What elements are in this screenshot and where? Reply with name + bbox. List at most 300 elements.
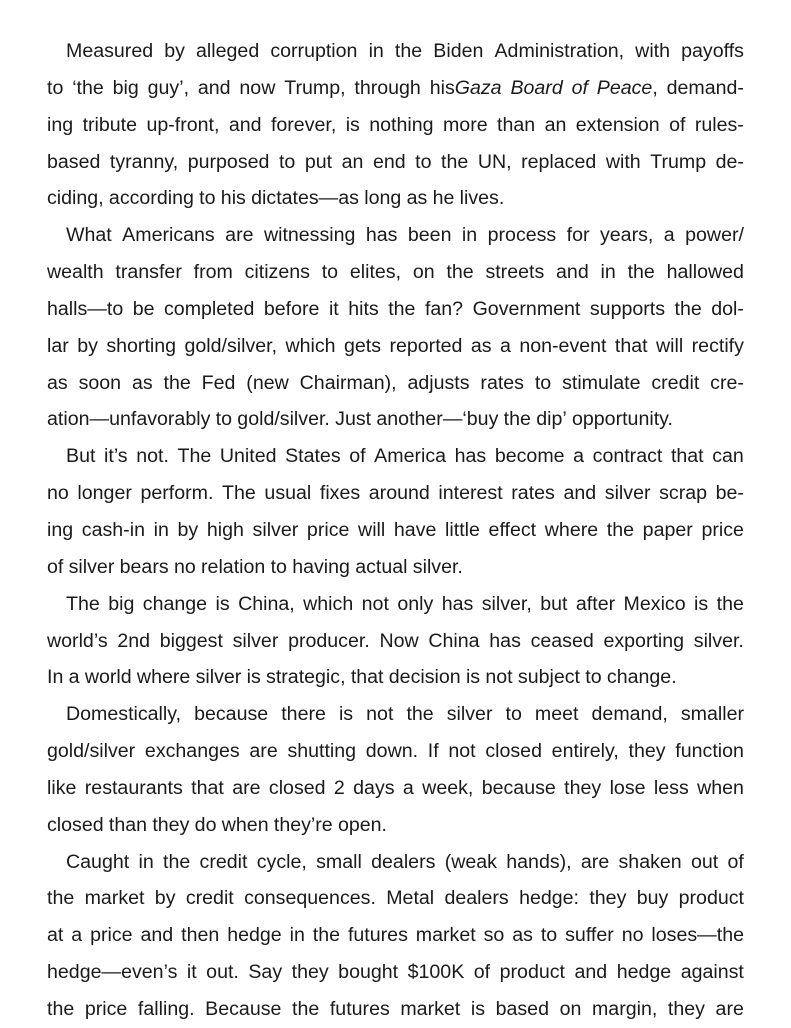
word: hands), [506,850,572,873]
text-line [47,475,744,512]
word: function [675,740,744,763]
word: futures [329,997,390,1020]
word: is [465,666,481,689]
text-line [47,70,744,107]
word: dol- [711,297,744,320]
word: silver. [693,629,744,652]
text-line [47,401,744,438]
word: down. [365,740,419,763]
word: Board [510,76,563,99]
word: The [177,445,212,468]
word: Measured [66,40,154,62]
word: by [154,887,176,910]
word: that [191,776,224,799]
word: be- [715,482,744,505]
word: the [503,408,531,431]
text-line [47,217,744,254]
word: power/ [685,224,744,247]
word: of [669,113,686,136]
word: has [489,629,521,652]
word: are [580,850,610,873]
word: is [694,592,709,615]
word: silver [232,629,279,652]
word: lives. [459,187,505,210]
word: scrap [659,482,708,505]
word: up-front, [146,113,220,136]
word: price [84,997,128,1020]
word: as [512,924,533,947]
word: silver [195,666,242,689]
paragraph [47,586,744,697]
word: gold/silver, [184,334,278,357]
word: demand, [591,703,668,726]
word: that [350,666,384,689]
word: Metal [386,887,435,910]
word: been [407,224,452,247]
word: out [690,850,719,873]
word: world [84,666,132,689]
word: according [108,187,194,210]
word: opportunity. [571,408,673,431]
word: in [153,518,169,541]
word: United [219,445,277,468]
word: hedge—even’s [47,961,178,984]
word: the [163,850,191,873]
word: in [289,924,305,947]
word: restaurants [84,776,183,799]
word: and [563,482,597,505]
word: meet [534,703,579,726]
word: bears [119,555,169,578]
word: change. [606,666,677,689]
word: they [628,740,666,763]
word: he [432,187,455,210]
word: If [427,740,439,763]
word: no [621,924,644,947]
word: soon [78,371,122,394]
word: loses—the [651,924,744,947]
text-line [47,512,744,549]
word: ing [47,113,74,136]
word: product [499,961,565,984]
word: then [181,924,220,947]
word: big [108,592,135,615]
word: the [716,592,744,615]
word: supports [589,297,666,320]
text-line [47,33,744,70]
word: little [445,518,480,541]
text-line [47,291,744,328]
word: but [540,592,568,615]
word: and [556,261,589,284]
word: will [656,334,684,357]
word: actual [355,555,408,578]
word: of [727,850,744,873]
word: and [228,113,262,136]
word: elites, [349,261,402,284]
word: week, [422,776,474,799]
word: where [136,666,191,689]
word: is [338,703,354,726]
word: replaced [521,150,597,173]
word: rates [480,371,524,394]
word: ing [47,518,74,541]
word: put [304,150,333,173]
word: alleged [196,40,260,62]
word: to [505,703,522,726]
word: now [239,76,276,99]
text-line [47,844,744,881]
word: end [372,150,406,173]
word: can [712,445,744,468]
word: another—‘buy [376,408,499,431]
word: entirely, [551,740,619,763]
word: Say [248,961,283,984]
word: long [364,187,402,210]
word: decision [388,666,461,689]
word: around [368,482,430,505]
word: process [487,224,557,247]
word: open. [337,813,388,836]
word: where [544,518,599,541]
word: in [461,224,478,247]
word: the [406,703,434,726]
word: change [142,592,208,615]
word: the [441,150,469,173]
word: closed [47,813,104,836]
word: at [47,924,64,947]
word: on [412,261,435,284]
word: not [366,703,394,726]
word: the [394,40,423,62]
word: silver. [412,555,463,578]
word: from [193,261,233,284]
word: Mexico [623,592,686,615]
word: of [473,961,491,984]
word: are [225,224,254,247]
word: they [291,961,329,984]
word: hisGaza [429,76,502,99]
word: the [674,297,702,320]
word: to [199,187,216,210]
word: it’s [104,445,128,468]
word: The [66,592,100,615]
word: market [84,887,145,910]
word: which [285,334,336,357]
word: cre- [710,371,744,394]
word: they [667,997,705,1020]
word: ciding, [47,187,104,210]
word: based [47,150,101,173]
word: are [249,740,278,763]
word: credit [199,850,248,873]
word: with [635,40,671,62]
word: demand- [666,76,744,99]
word: to [278,150,296,173]
word: to [321,261,339,284]
word: that [614,334,648,357]
word: Peace, [596,76,658,99]
word: on [559,997,582,1020]
word: What [66,224,112,247]
text-line [47,770,744,807]
word: only [397,592,434,615]
word: an [341,150,364,173]
word: Trump, [284,76,346,99]
word: silver [604,482,651,505]
word: stimulate [562,371,641,394]
word: 2nd [117,629,151,652]
word: has [441,592,474,615]
paragraph [47,438,744,585]
word: closed [268,776,326,799]
word: ceased [530,629,594,652]
word: lar [47,334,69,357]
word: halls—to [47,297,124,320]
paragraph [47,217,744,438]
word: price [306,518,350,541]
word: than [108,813,148,836]
word: futures [347,924,408,947]
word: the [163,371,191,394]
word: China, [238,592,295,615]
word: strategic, [266,666,346,689]
word: margin, [591,997,658,1020]
word: non-event [519,334,607,357]
word: longer [77,482,132,505]
word: buy [636,887,669,910]
word: credit [651,371,700,394]
word: the [292,997,320,1020]
word: price [701,518,744,541]
word: extension [575,113,660,136]
word: bought [338,961,399,984]
word: they [589,887,627,910]
word: will [358,518,386,541]
word: have [393,518,437,541]
text-line [47,659,744,696]
word: Biden [433,40,484,62]
word: of [47,555,64,578]
word: high [206,518,244,541]
paragraph [47,33,744,217]
text-line [47,549,744,586]
word: wealth [47,261,104,284]
word: rates [511,482,555,505]
word: market [400,997,461,1020]
word: based [495,997,549,1020]
word: effect [488,518,537,541]
word: than [497,113,536,136]
word: small [316,850,362,873]
word: a [402,776,414,799]
word: are [715,997,744,1020]
word: witnessing [263,224,356,247]
word: become [494,445,565,468]
word: as [470,334,492,357]
word: years, [599,224,654,247]
word: not. [136,445,169,468]
word: is [246,666,261,689]
word: tribute [82,113,138,136]
word: to [270,555,287,578]
word: shorting [106,334,177,357]
word: the [388,297,416,320]
word: big [112,76,139,99]
word: has [454,445,487,468]
word: the [627,261,655,284]
word: to [540,924,558,947]
word: the [606,518,635,541]
word: nothing [369,113,434,136]
word: exporting [603,629,685,652]
word: hallowed [666,261,744,284]
word: paper [642,518,693,541]
word: forever, [270,113,337,136]
word: days [353,776,395,799]
word: Administration, [494,40,625,62]
word: as [131,371,153,394]
word: with [605,150,641,173]
word: by [177,518,199,541]
word: product [678,887,744,910]
word: de- [715,150,744,173]
word: are [232,776,261,799]
word: smaller [680,703,744,726]
word: ation—unfavorably [47,408,211,431]
word: a [663,224,675,247]
word: Caught [66,850,130,873]
word: completed [164,297,255,320]
word: hedge [227,924,282,947]
word: and [574,961,608,984]
word: for [566,224,590,247]
word: market [415,924,476,947]
word: a [500,334,511,357]
word: rules- [694,113,744,136]
word: in [600,261,616,284]
word: do [194,813,217,836]
word: less [653,776,689,799]
word: gold/silver [47,740,136,763]
word: dealers [444,887,509,910]
word: But [66,445,96,468]
word: rectify [691,334,744,357]
text-line [47,180,744,217]
word: streets [485,261,545,284]
word: the [47,887,75,910]
word: ‘the [72,76,104,99]
word: adjusts [407,371,470,394]
word: a [71,924,83,947]
word: it [186,961,197,984]
word: has [365,224,398,247]
word: usual [264,482,312,505]
word: no [173,555,196,578]
word: relation [201,555,266,578]
text-line [47,254,744,291]
word: before [263,297,320,320]
word: as [47,371,68,394]
word: of [571,76,588,99]
word: States [285,445,341,468]
word: when [221,813,269,836]
word: cash-in [81,518,145,541]
word: world’s [47,629,108,652]
word: hedge: [519,887,579,910]
word: closed [485,740,542,763]
word: UN, [477,150,512,173]
word: corruption [270,40,358,62]
word: interest [438,482,503,505]
word: when [697,776,744,799]
word: China [428,629,480,652]
text-line [47,991,744,1028]
word: they [564,776,602,799]
word: in [138,850,154,873]
word: $100K [407,961,465,984]
word: In [47,666,64,689]
word: Trump [650,150,707,173]
word: of [349,445,366,468]
word: through [354,76,421,99]
word: America [374,445,447,468]
word: hedge [616,961,672,984]
word: silver, [481,592,532,615]
word: (new [246,371,289,394]
word: Americans [122,224,215,247]
word: suffer [565,924,614,947]
word: subject [517,666,581,689]
word: silver [252,518,299,541]
word: The [222,482,256,505]
text-line [47,328,744,365]
word: cycle, [256,850,307,873]
word: the [312,924,341,947]
text-line [47,733,744,770]
word: silver [446,703,493,726]
word: is [215,592,230,615]
word: reported [389,334,463,357]
word: after [575,592,616,615]
word: silver [68,555,115,578]
word: hits [348,297,379,320]
word: falling. [137,997,195,1020]
word: fan? [424,297,464,320]
word: purposed [187,150,270,173]
word: price [90,924,133,947]
word: out. [206,961,239,984]
word: to [215,408,233,431]
word: payoffs [681,40,744,62]
word: credit [185,887,234,910]
text-line [47,438,744,475]
word: as [406,187,428,210]
text-line [47,880,744,917]
word: to [415,150,432,173]
word: Because [205,997,282,1020]
word: against [680,961,744,984]
word: Fed [201,371,236,394]
word: not [361,592,389,615]
word: is [345,113,360,136]
text-line [47,144,744,181]
word: a [573,445,585,468]
word: 2 [333,776,345,799]
text-line [47,623,744,660]
word: so [483,924,505,947]
word: like [47,776,77,799]
